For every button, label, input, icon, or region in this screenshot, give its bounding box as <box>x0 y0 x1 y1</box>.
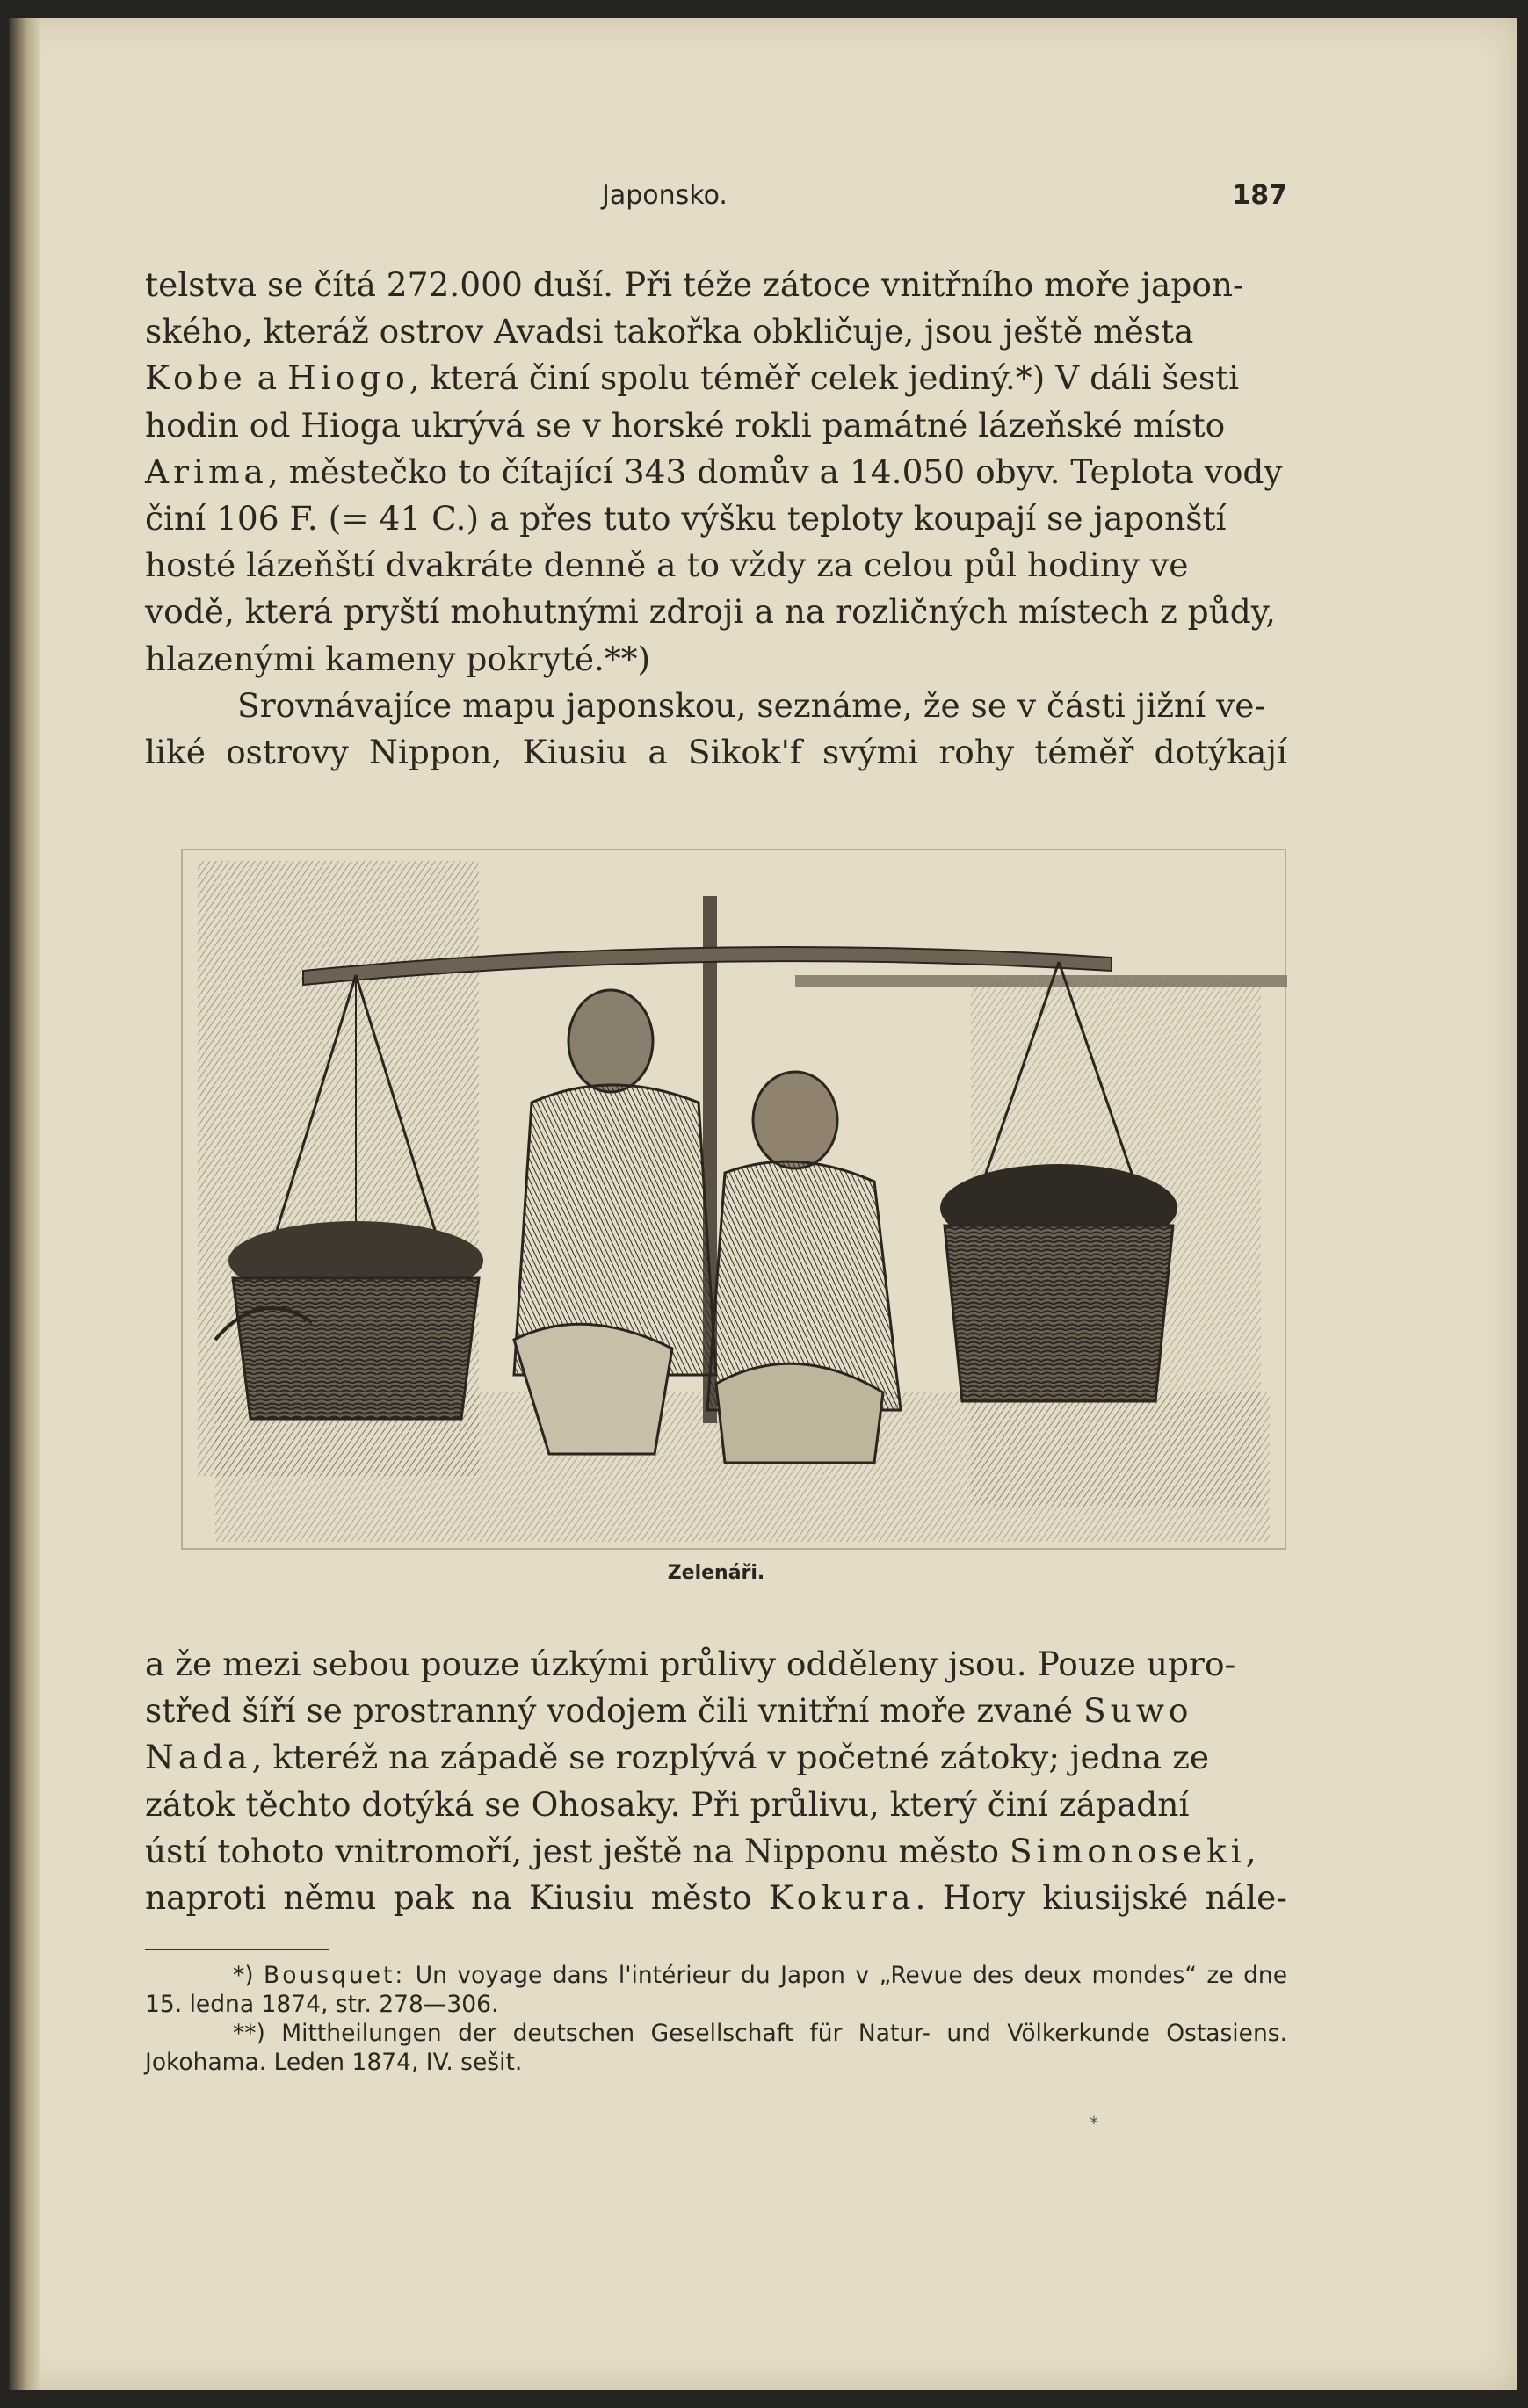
text-fragment: ského, kteráž ostrov Avadsi takořka obkličuje, jsou ještě města <box>145 312 1194 351</box>
footnote-separator <box>145 1949 329 1950</box>
man-head <box>568 990 653 1092</box>
basket-left <box>233 1278 479 1419</box>
figure-caption: Zelenáři. <box>667 1562 765 1584</box>
place-name-kokura: Kokura <box>768 1878 916 1918</box>
text-fragment: naproti němu pak na Kiusiu město <box>145 1878 769 1918</box>
text-line: Srovnávajíce mapu japonskou, seznáme, že se v části jižní ve- <box>237 685 1266 725</box>
text-line <box>145 308 1287 355</box>
text-fragment: ústí tohoto vnitromoří, jest ještě na Nipponu město <box>145 1831 1010 1870</box>
text-line: činí 106 F. (= 41 C.) a přes tuto výšku teploty koupají se japonští <box>145 499 1227 539</box>
footnote-mark: *) <box>233 1962 254 1989</box>
text-block-bottom <box>145 1641 1287 1921</box>
child-head <box>753 1072 837 1168</box>
illustration-greengrocers <box>180 848 1287 1551</box>
place-name-kobe: Kobe <box>145 358 247 398</box>
text-fragment: střed šíří se prostranný vodojem čili vnitřní moře zvané <box>145 1691 1083 1731</box>
text-line <box>145 1734 1287 1781</box>
place-name-suwo: Suwo <box>1083 1691 1193 1731</box>
footnote-2 <box>145 2019 1287 2077</box>
place-name-hiogo: Hiogo <box>287 358 409 398</box>
engraving-image <box>180 848 1287 1551</box>
footnote-text: Un voyage dans l'intérieur du Japon v „Revue des deux mondes“ ze dne 15. ledna 1874, str. 278—306. <box>145 1962 1287 2018</box>
basket-right <box>945 1226 1173 1401</box>
text-line <box>145 1875 1287 1921</box>
footnote-text: Mittheilungen der deutschen Gesellschaft für Natur- und Völkerkunde Ostasiens. Jokohama. Leden 1874, IV. sešit. <box>145 2020 1287 2076</box>
text-line: zátok těchto dotýká se Ohosaky. Při průlivu, který činí západní <box>145 1784 1190 1824</box>
text-fragment: , která činí spolu téměř celek jediný.*) V dáli šesti <box>409 358 1240 398</box>
print-speck: * <box>1090 2113 1098 2134</box>
text-line <box>145 1688 1287 1734</box>
text-line <box>145 355 1287 401</box>
text-fragment: , kteréž na západě se rozplývá v početné zátoky; jedna ze <box>251 1738 1210 1777</box>
text-line: telstva se čítá 272.000 duší. Při téže zátoce vnitřního moře japon- <box>145 265 1244 304</box>
text-line: hodin od Hioga ukrývá se v horské rokli památné lázeňské místo <box>145 405 1226 445</box>
text-line: a že mezi sebou pouze úzkými průlivy odděleny jsou. Pouze upro- <box>145 1645 1236 1683</box>
text-line: liké ostrovy Nippon, Kiusiu a Sikok'f svými rohy téměř dotýkají <box>145 733 1287 772</box>
text-line: hlazenými kameny pokryté.**) <box>145 639 651 678</box>
text-block-top <box>145 262 1287 776</box>
text-fragment: , městečko to čítající 343 domův a 14.050 obyv. Teplota vody <box>267 452 1283 491</box>
page-header <box>145 180 1287 215</box>
text-line: vodě, která pryští mohutnými zdroji a na rozličných místech z půdy, <box>145 592 1276 632</box>
text-line: hosté lázeňští dvakráte denně a to vždy za celou půl hodiny ve <box>145 546 1189 585</box>
place-name-nada: Nada <box>145 1738 252 1777</box>
running-title: Japonsko. <box>602 180 728 211</box>
page-gutter <box>9 18 40 2390</box>
footnotes <box>145 1961 1287 2077</box>
page-number: 187 <box>1232 180 1287 211</box>
text-fragment: . Hory kiusijské nále- <box>915 1878 1287 1918</box>
text-fragment: a <box>246 358 287 398</box>
text-line <box>145 1828 1287 1875</box>
place-name-simonoseki: Simonoseki <box>1010 1831 1246 1870</box>
footnote-author: Bousquet: <box>264 1962 406 1989</box>
text-line <box>145 449 1287 495</box>
place-name-arima: Arima <box>145 452 268 491</box>
text-fragment: , <box>1245 1831 1256 1870</box>
footnote-1 <box>145 1961 1287 2019</box>
footnote-mark: **) <box>233 2020 265 2047</box>
